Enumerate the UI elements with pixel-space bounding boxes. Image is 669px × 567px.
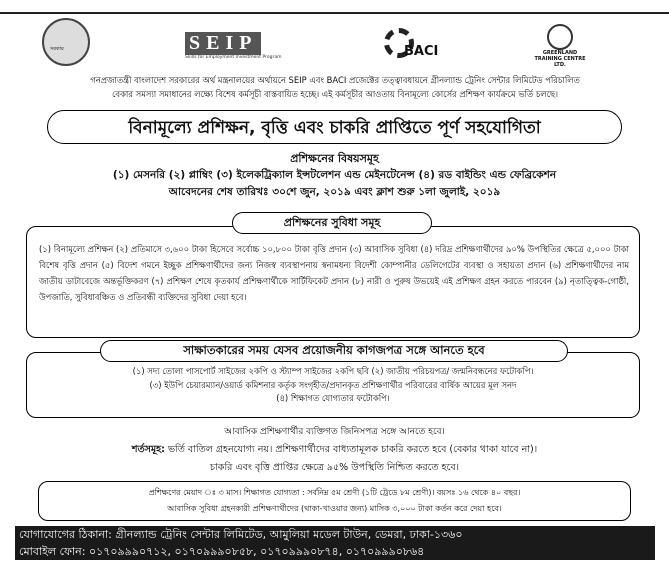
seal-text: সরকার bbox=[50, 46, 64, 52]
documents-line-1: (১) সদ্য তোলা পাসপোর্ট সাইজের ২কপি ও স্ট্যাম্প সাইজের ২কপি ছবি (২) জাতীয় পরিচয়পত্র/ জন্মনিবন্ধনের ফটোকপি। bbox=[132, 366, 534, 376]
greenland-text: GREENLAND TRAINING CENTRE LTD. bbox=[534, 50, 586, 68]
logo-row bbox=[0, 18, 669, 78]
top-border bbox=[0, 0, 669, 14]
rules-label: শর্তসমূহ: bbox=[131, 444, 165, 455]
greenland-logo bbox=[530, 24, 590, 74]
headline: বিনামূল্যে প্রশিক্ষন, বৃত্তি এবং চাকরি প্রাপ্তিতে পূর্ণ সহযোগিতা bbox=[47, 110, 622, 144]
greenland-emblem-icon bbox=[547, 24, 573, 50]
rule-2: চাকরি এবং বৃত্তি প্রাপ্তির ক্ষেত্রে ৯৫% উপস্থিতি নিশ্চিত করতে হবে। bbox=[209, 462, 460, 473]
seip-text: SEIP bbox=[185, 32, 261, 55]
course-info-line-1: প্রশিক্ষণের মেয়াদ ঃ ৩ মাস। শিক্ষাগত যোগ্যতা : সর্বনিম্ন ৫ম শ্রেণী (১টি ট্রেডে ৮ম শ্রেণী)। বয়সঃ ১৬ থেকে ৪০ বছর। bbox=[148, 488, 521, 497]
residential-note: আবাসিক প্রশিক্ষণার্থীর ব্যক্তিগত জিনিসপত্র সঙ্গে আনতে হবে। bbox=[224, 427, 445, 437]
subjects-title: প্রশিক্ষনের বিষয়সমূহ bbox=[290, 152, 379, 165]
notes bbox=[0, 423, 669, 477]
contact-footer bbox=[15, 526, 655, 560]
intro-line-1: গনপ্রজাতন্ত্রী বাংলাদেশ সরকারের অর্থ মন্ত্রনালয়ের অর্থায়নে SEIP এবং BACI প্রজেক্টের তত্ত্বাবধায়নে গ্রীনল্যান্ড ট্রেনিং সেন্টার লিমিটেড পরিচালিত bbox=[90, 75, 580, 85]
course-info-box bbox=[38, 481, 631, 521]
baci-text: BACI bbox=[404, 44, 439, 59]
rule-1-line bbox=[0, 441, 669, 459]
subjects-list: (১) মেসনরি (২) প্লাম্বিং (৩) ইলেকট্রিক্যাল ইন্সটলেশন এন্ড মেইনটেনেন্স (৪) রড বাইন্ডিং এন্ড ফেব্রিকেশন bbox=[112, 169, 557, 181]
baci-logo bbox=[378, 18, 438, 68]
intro-line-2: বেকার সমস্যা সমাধানের লক্ষ্যে বিশেষ কর্মসূচী বাস্তবায়িত হচ্ছে। এই কর্মসূচীর আওতায় বিনামূল্যে কোর্সের প্রশিক্ষণ কার্যক্রমে ভর্তি চলছে। bbox=[111, 89, 559, 99]
government-seal-logo bbox=[42, 18, 90, 66]
seip-logo bbox=[185, 32, 285, 66]
subjects bbox=[0, 167, 669, 201]
facilities-text: (১) বিনামূল্যে প্রশিক্ষন (২) প্রতিমাসে ৩,৬০০ টাকা হিসেবে সর্বোচ্চ ১০,৮০০ টাকা বৃত্তি প্রদান (৩) আবাসিক সুবিধা (৪) দরিদ্র প্রশিক্ষণার্থীদের ৯০% উপস্থিতির ক্ষেত্রে ৫,০০০ টাকা বিশেষ বৃত্তি প্রদান (৫) বিদেশ গমনে ইচ্ছুক প্রশিক্ষণার্থীদের জন্য নিজস্ব ব্যবস্থাপনায় স্বনামধন্য বিদেশী কোম্পানীর ডেলিগেটের ব্যবস্থা ও সহায়তা প্রদান (৬) প্রশিক্ষণার্থীদের নাম জাতীয় ডাটাবেজে অন্তর্ভূক্তিকরণ (৭) প্রশিক্ষণ শেষে কৃতকার্য প্রশিক্ষণার্থীকে সার্টিফিকেট প্রদান (৮) নারী ও পুরুষ উভয়েই এই প্রশিক্ষণ গ্রহন করতে পারবেন (৯) নৃতাত্ত্বিক-গোষ্ঠী, উপজাতি, সুবিধাবঞ্চিত ও প্রতিবন্ধী ব্যক্তিদের সুবিধা দেয়া হবে। bbox=[39, 244, 629, 302]
course-info-line-2: আবাসিক সুবিধা গ্রহনকারী প্রশিক্ষণার্থীদের (থাকা-খাওয়ার জন্য) মাসিক ৩,০০০ টাকা কর্তন করে দেয়া হবে। bbox=[167, 504, 502, 513]
documents-line-3: (৪) শিক্ষাগত যোগ্যতার ফটোকপি। bbox=[276, 393, 390, 403]
seip-subtitle: Skills for Employment Investment Program bbox=[185, 55, 282, 60]
rule-1: ভর্তি বাতিল গ্রহনযোগ্য নয়। প্রশিক্ষণার্থীদের বাধ্যতামূলক চাকরি করতে হবে (বেকার থাকা যাবে না)। bbox=[167, 444, 538, 455]
deadline: আবেদনের শেষ তারিখঃ ৩০শে জুন, ২০১৯ এবং ক্লাশ শুরু ১লা জুলাই, ২০১৯ bbox=[168, 186, 501, 198]
intro-text bbox=[10, 73, 660, 101]
contact-address: যোগাযোগের ঠিকানা: গ্রীনল্যান্ড ট্রেনিং সেন্টার লিমিটেড, আমুলিয়া মডেল টাউন, ডেমরা, ঢাকা-১৩৬০ bbox=[19, 528, 463, 541]
facilities-title: প্রশিক্ষনের সুবিধা সমূহ bbox=[232, 212, 432, 234]
documents-title: সাক্ষাতকারের সময় যেসব প্রয়োজনীয় কাগজপত্র সঙ্গে আনতে হবে bbox=[100, 340, 568, 362]
documents-line-2: (৩) ইউপি চেয়ারম্যান/ওয়ার্ড কমিশনার কর্তৃক সংগৃহীত/প্রদানকৃত প্রশিক্ষণার্থীর পরিবারের বার্ষিক আয়ের মূল সনদ bbox=[149, 379, 517, 390]
contact-phones: মোবাইল ফোন: ০১৭০৯৯৯০৭১২, ০১৭০৯৯৯০৮৫৮, ০১৭০৯৯৯০৮৭৪, ০১৭০৯৯৯০৮৬৪ bbox=[19, 545, 425, 558]
facilities-box bbox=[26, 226, 640, 338]
